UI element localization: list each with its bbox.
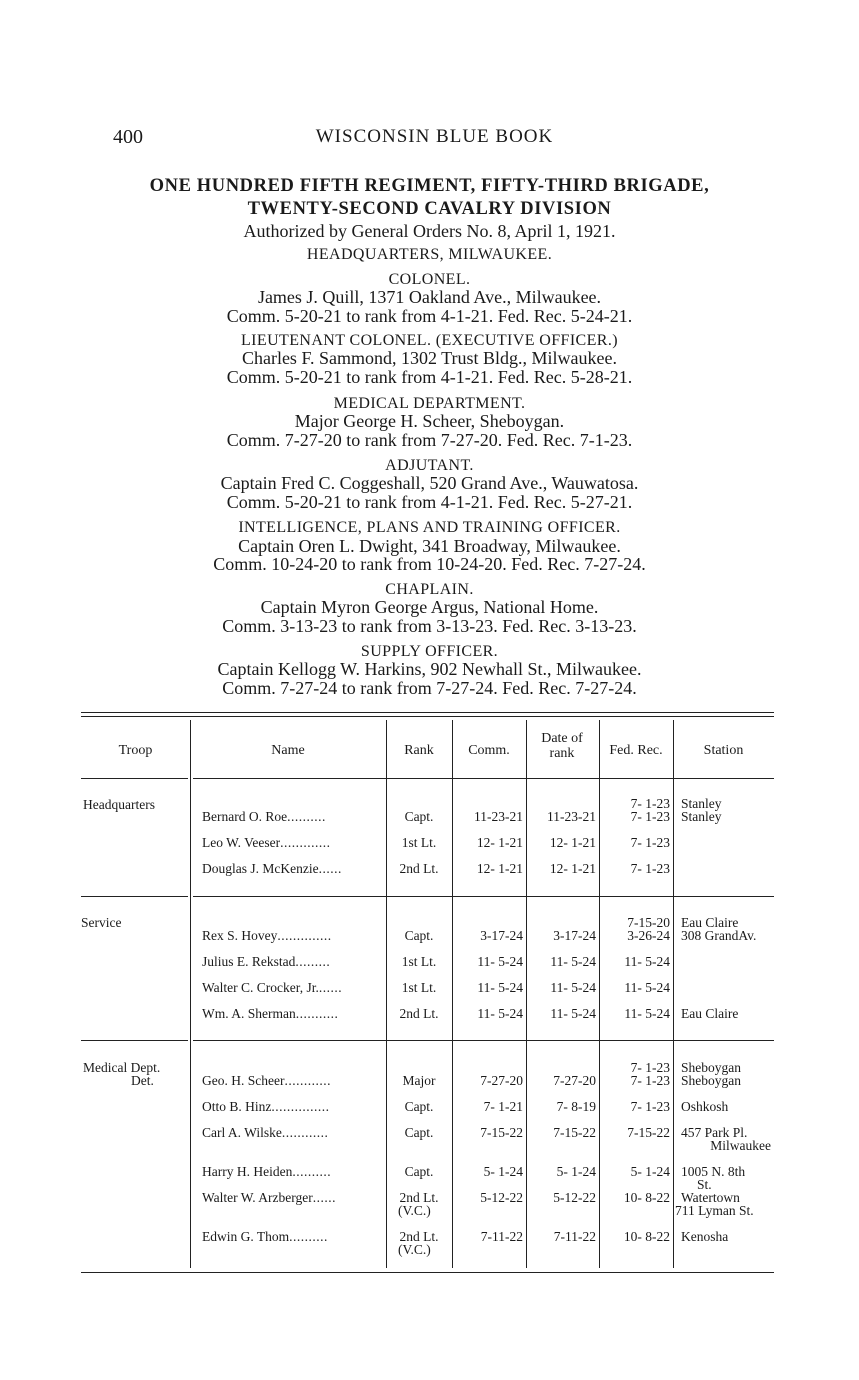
member-name: Julius E. Rekstad......... [202, 954, 331, 969]
fed-rec-cell: 7- 1-23 [630, 1060, 670, 1075]
table-rule [81, 1040, 188, 1041]
table-rule [81, 778, 188, 779]
station-cell: Milwaukee [710, 1138, 771, 1153]
officer-heading: ADJUTANT. [385, 457, 474, 474]
comm-cell: 7-15-22 [480, 1125, 523, 1140]
regiment-title-line1: ONE HUNDRED FIFTH REGIMENT, FIFTY-THIRD BRIGADE, [149, 176, 710, 196]
rank-cell: 1st Lt. [401, 954, 437, 969]
station-cell: 1005 N. 8th [681, 1164, 746, 1179]
page-number: 400 [113, 126, 143, 148]
date-of-rank-cell: 12- 1-21 [549, 835, 596, 850]
station-cell: Eau Claire [681, 915, 739, 930]
officer-commission: Comm. 3-13-23 to rank from 3-13-23. Fed. Rec. 3-13-23. [222, 616, 637, 636]
officer-commission: Comm. 7-27-24 to rank from 7-27-24. Fed. Rec. 7-27-24. [222, 678, 637, 698]
rank-cell: 2nd Lt. [399, 1190, 439, 1205]
running-head: WISCONSIN BLUE BOOK [315, 126, 554, 147]
member-name: Leo W. Veeser............. [202, 835, 331, 850]
column-header-date-of-rank: Date of rank [541, 731, 583, 761]
table-column-line [190, 720, 191, 1268]
member-name: Geo. H. Scheer............ [202, 1073, 331, 1088]
table-rule [81, 716, 774, 717]
headquarters-line: HEADQUARTERS, MILWAUKEE. [306, 246, 553, 263]
station-cell: Sheboygan [681, 1073, 741, 1088]
rank-cell: 2nd Lt. [399, 861, 439, 876]
date-of-rank-cell: 3-17-24 [553, 928, 596, 943]
station-cell: 711 Lyman St. [675, 1203, 754, 1218]
authorization-line: Authorized by General Orders No. 8, April 1, 1921. [243, 221, 616, 241]
comm-cell: 12- 1-21 [476, 835, 523, 850]
table-rule [193, 1040, 774, 1041]
officer-line: James J. Quill, 1371 Oakland Ave., Milwaukee. [257, 287, 602, 307]
rank-cell: Major [402, 1073, 436, 1088]
officer-commission: Comm. 7-27-20 to rank from 7-27-20. Fed. Rec. 7-1-23. [226, 430, 633, 450]
rank-note: (V.C.) [398, 1203, 431, 1218]
officer-line: Captain Myron George Argus, National Home. [260, 597, 599, 617]
rank-cell: 1st Lt. [401, 980, 437, 995]
comm-cell: 7- 1-21 [483, 1099, 523, 1114]
column-header-name: Name [271, 743, 305, 758]
station-cell: Kenosha [681, 1229, 729, 1244]
troop-label: Det. [131, 1073, 154, 1088]
fed-rec-cell: 7- 1-23 [630, 835, 670, 850]
column-header-comm: Comm. [468, 743, 510, 758]
date-of-rank-cell: 7-11-22 [553, 1229, 596, 1244]
officer-line: Major George H. Scheer, Sheboygan. [294, 411, 565, 431]
fed-rec-cell: 3-26-24 [627, 928, 670, 943]
fed-rec-cell: 10- 8-22 [623, 1229, 670, 1244]
fed-rec-cell: 7- 1-23 [630, 1099, 670, 1114]
troop-label: Medical Dept. [83, 1060, 161, 1075]
officer-heading: CHAPLAIN. [385, 581, 474, 598]
column-header-station: Station [703, 743, 744, 758]
comm-cell: 11- 5-24 [477, 954, 523, 969]
station-cell: St. [697, 1177, 712, 1192]
officer-commission: Comm. 10-24-20 to rank from 10-24-20. Fed. Rec. 7-27-24. [213, 554, 646, 574]
member-name: Harry H. Heiden.......... [202, 1164, 332, 1179]
officer-line: Captain Kellogg W. Harkins, 902 Newhall St., Milwaukee. [217, 659, 642, 679]
rank-cell: 2nd Lt. [399, 1229, 439, 1244]
comm-cell: 7-27-20 [480, 1073, 523, 1088]
table-column-line [673, 720, 674, 1268]
comm-cell: 3-17-24 [480, 928, 523, 943]
date-of-rank-cell: 11-23-21 [547, 809, 596, 824]
member-name: Bernard O. Roe.......... [202, 809, 326, 824]
comm-cell: 11- 5-24 [477, 980, 523, 995]
fed-rec-cell: 11- 5-24 [624, 980, 670, 995]
member-name: Douglas J. McKenzie...... [202, 861, 342, 876]
table-rule [193, 778, 774, 779]
date-of-rank-cell: 5- 1-24 [556, 1164, 596, 1179]
station-cell: Stanley [681, 809, 722, 824]
rank-cell: Capt. [404, 809, 434, 824]
comm-cell: 5-12-22 [480, 1190, 523, 1205]
station-cell: 308 GrandAv. [681, 928, 757, 943]
comm-cell: 12- 1-21 [476, 861, 523, 876]
table-rule [81, 896, 188, 897]
officer-line: Charles F. Sammond, 1302 Trust Bldg., Milwaukee. [241, 348, 618, 368]
officer-commission: Comm. 5-20-21 to rank from 4-1-21. Fed. Rec. 5-28-21. [226, 367, 633, 387]
member-name: Walter C. Crocker, Jr....... [202, 980, 343, 995]
station-cell: Oshkosh [681, 1099, 729, 1114]
date-of-rank-cell: 7- 8-19 [556, 1099, 596, 1114]
column-header-rank: Rank [404, 743, 434, 758]
table-rule [81, 1272, 774, 1273]
column-header-fed-rec: Fed. Rec. [609, 743, 663, 758]
officer-commission: Comm. 5-20-21 to rank from 4-1-21. Fed. Rec. 5-27-21. [226, 492, 633, 512]
rank-cell: Capt. [404, 1099, 434, 1114]
station-cell: 457 Park Pl. [681, 1125, 748, 1140]
member-name: Walter W. Arzberger...... [202, 1190, 336, 1205]
fed-rec-cell: 11- 5-24 [624, 1006, 670, 1021]
column-header-troop: Troop [118, 743, 153, 758]
fed-rec-cell: 7- 1-23 [630, 796, 670, 811]
fed-rec-cell: 5- 1-24 [630, 1164, 670, 1179]
fed-rec-cell: 7-15-22 [627, 1125, 670, 1140]
troop-label: Headquarters [83, 797, 155, 812]
rank-cell: Capt. [404, 1125, 434, 1140]
date-of-rank-cell: 11- 5-24 [550, 954, 596, 969]
member-name: Wm. A. Sherman........... [202, 1006, 339, 1021]
fed-rec-cell: 10- 8-22 [623, 1190, 670, 1205]
troop-label: Service [81, 915, 122, 930]
officer-line: Captain Oren L. Dwight, 341 Broadway, Milwaukee. [238, 536, 621, 556]
date-of-rank-cell: 11- 5-24 [550, 980, 596, 995]
comm-cell: 7-11-22 [480, 1229, 523, 1244]
rank-cell: 2nd Lt. [399, 1006, 439, 1021]
rank-cell: 1st Lt. [401, 835, 437, 850]
officer-heading: INTELLIGENCE, PLANS AND TRAINING OFFICER. [238, 519, 621, 536]
officer-heading: MEDICAL DEPARTMENT. [333, 395, 526, 412]
member-name: Edwin G. Thom.......... [202, 1229, 328, 1244]
officer-heading: LIEUTENANT COLONEL. (EXECUTIVE OFFICER.) [241, 332, 618, 349]
date-of-rank-cell: 7-27-20 [553, 1073, 596, 1088]
date-of-rank-cell: 7-15-22 [553, 1125, 596, 1140]
station-cell: Stanley [681, 796, 722, 811]
fed-rec-cell: 7-15-20 [627, 915, 670, 930]
officer-heading: COLONEL. [388, 271, 471, 288]
table-rule [193, 896, 774, 897]
date-of-rank-cell: 11- 5-24 [550, 1006, 596, 1021]
station-cell: Watertown [681, 1190, 740, 1205]
comm-cell: 11-23-21 [474, 809, 523, 824]
fed-rec-cell: 7- 1-23 [630, 809, 670, 824]
member-name: Rex S. Hovey.............. [202, 928, 332, 943]
officer-heading: SUPPLY OFFICER. [360, 643, 499, 660]
comm-cell: 11- 5-24 [477, 1006, 523, 1021]
date-of-rank-cell: 5-12-22 [553, 1190, 596, 1205]
rank-note: (V.C.) [398, 1242, 431, 1257]
table-rule [81, 712, 774, 713]
officer-line: Captain Fred C. Coggeshall, 520 Grand Ave., Wauwatosa. [220, 473, 639, 493]
member-name: Otto B. Hinz............... [202, 1099, 330, 1114]
date-of-rank-cell: 12- 1-21 [549, 861, 596, 876]
fed-rec-cell: 11- 5-24 [624, 954, 670, 969]
regiment-title-line2: TWENTY-SECOND CAVALRY DIVISION [247, 199, 612, 219]
station-cell: Eau Claire [681, 1006, 739, 1021]
comm-cell: 5- 1-24 [483, 1164, 523, 1179]
fed-rec-cell: 7- 1-23 [630, 1073, 670, 1088]
rank-cell: Capt. [404, 1164, 434, 1179]
station-cell: Sheboygan [681, 1060, 741, 1075]
fed-rec-cell: 7- 1-23 [630, 861, 670, 876]
rank-cell: Capt. [404, 928, 434, 943]
member-name: Carl A. Wilske............ [202, 1125, 329, 1140]
officer-commission: Comm. 5-20-21 to rank from 4-1-21. Fed. Rec. 5-24-21. [226, 306, 633, 326]
